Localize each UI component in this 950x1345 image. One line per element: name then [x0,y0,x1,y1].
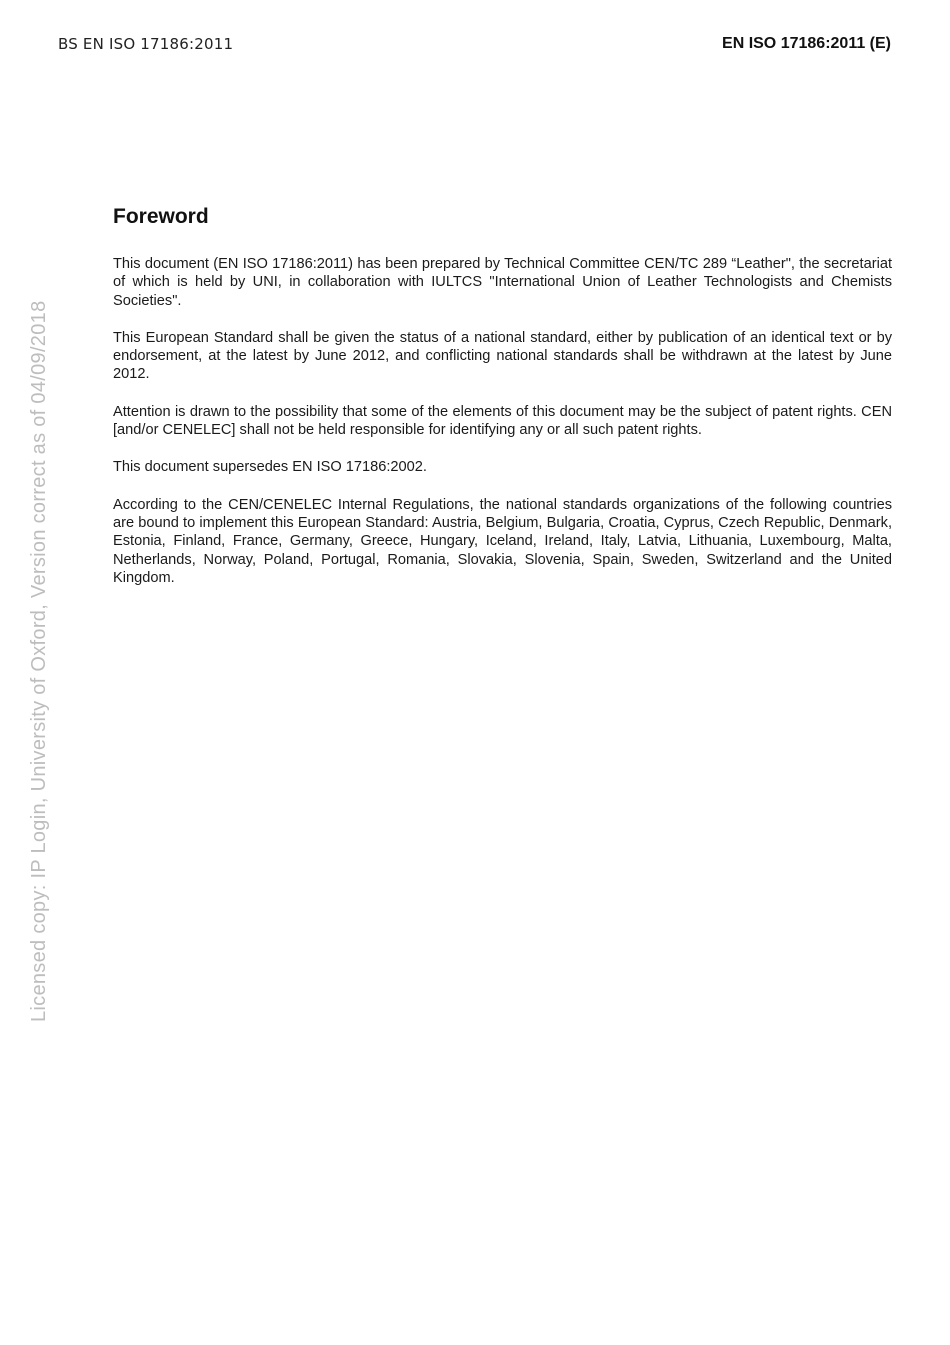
paragraph-national-status: This European Standard shall be given the status of a national standard, either by publication of an identical text or by endorsement, at the latest by June 2012, and conflicting national standards shall be withdrawn at the latest by June 2012. [113,329,892,383]
header-standard-id: EN ISO 17186:2011 (E) [722,35,891,52]
foreword-section [113,205,892,606]
paragraph-patent-notice: Attention is drawn to the possibility that some of the elements of this document may be the subject of patent rights. CEN [and/or CENELEC] shall not be held responsible for identifying any or all such patent rights. [113,403,892,439]
paragraph-preparation: This document (EN ISO 17186:2011) has been prepared by Technical Committee CEN/TC 289 “Leather", the secretariat of which is held by UNI, in collaboration with IULTCS "International Union of Leather Technologists and Chemists Societies". [113,256,892,309]
paragraph-supersedes: This document supersedes EN ISO 17186:2002. [113,459,427,476]
paragraph-implementing-countries: According to the CEN/CENELEC Internal Regulations, the national standards organizations of the following countries are bound to implement this European Standard: Austria, Belgium, Bulgaria, Croatia, Cyprus, Czech Republic, Denmark, Estonia, Finland, France, Germany, Greece, Hungary, Iceland, Ireland, Italy, Latvia, Lithuania, Luxembourg, Malta, Netherlands, Norway, Poland, Portugal, Romania, Slovakia, Slovenia, Spain, Sweden, Switzerland and the United Kingdom. [113,496,892,586]
license-watermark: Licensed copy: IP Login, University of Oxford, Version correct as of 04/09/2018 [28,300,50,1022]
section-title: Foreword [113,205,209,228]
header-document-number: BS EN ISO 17186:2011 [58,35,234,53]
